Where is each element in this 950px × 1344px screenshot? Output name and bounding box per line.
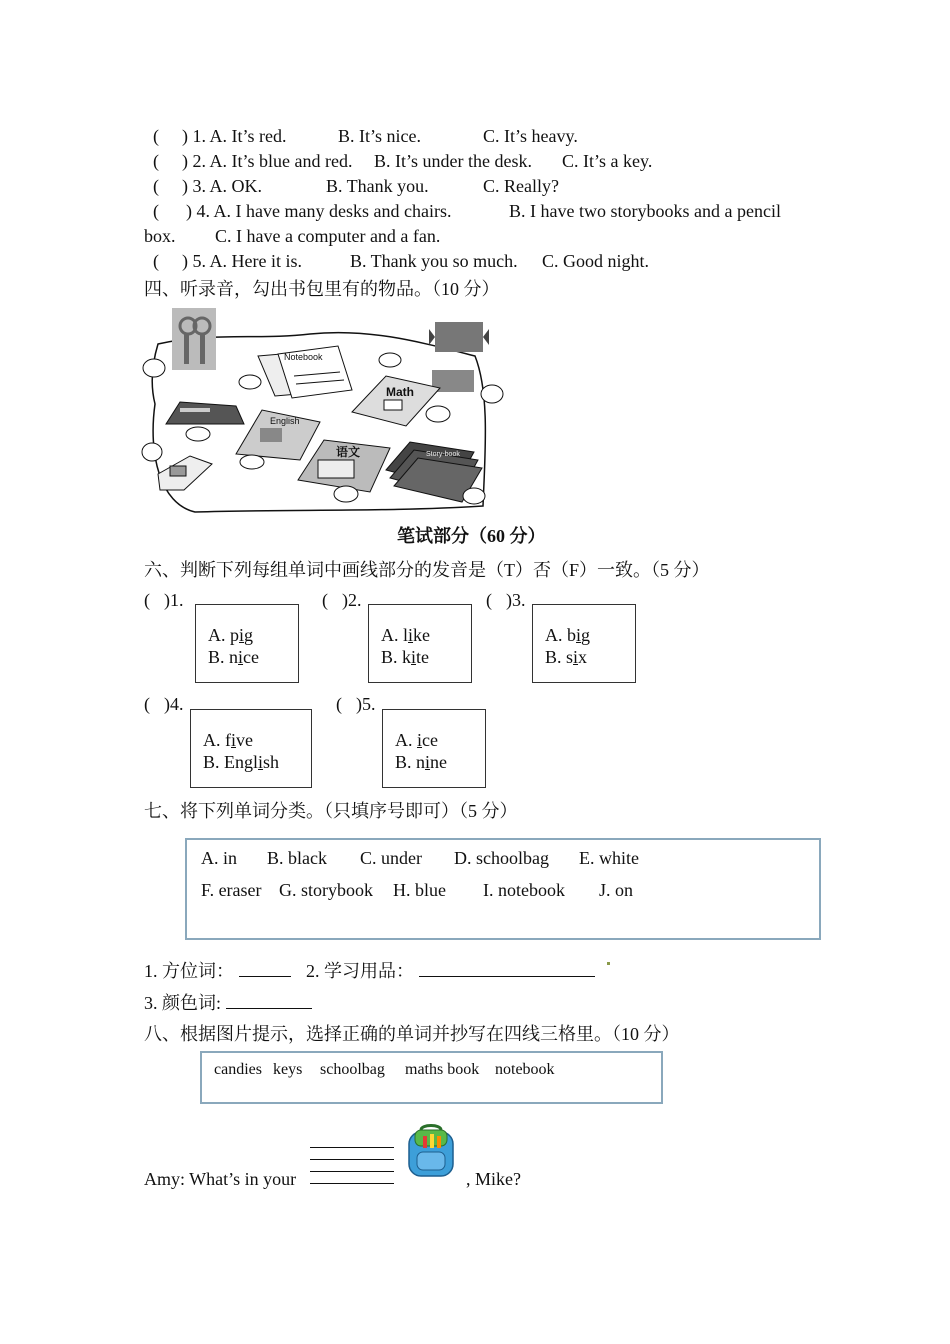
section4-title: 四、听录音，勾出书包里有的物品。（10 分） (144, 279, 500, 299)
q1-option-b: B. It’s nice. (338, 126, 421, 146)
tick-circle[interactable] (142, 443, 162, 461)
a-post: ve (236, 730, 254, 750)
q1-row (153, 126, 287, 147)
green-dot (607, 962, 610, 965)
schoolbag-items-illustration (140, 304, 510, 516)
q-num: 1. (192, 126, 206, 146)
option-a (203, 729, 253, 751)
word-h: H. blue (393, 880, 446, 900)
word-b: B. black (267, 848, 327, 868)
s6-item4-box (190, 709, 312, 788)
tick-circle[interactable] (239, 375, 261, 389)
tick-circle[interactable] (463, 488, 485, 504)
q2-row (153, 151, 352, 172)
math-book-icon (352, 376, 440, 426)
word-g: G. storybook (279, 880, 373, 900)
word-j: J. on (599, 880, 634, 900)
paren-close: ) (182, 151, 188, 171)
q2-answer-blank[interactable] (419, 975, 595, 977)
tick-circle[interactable] (334, 486, 358, 502)
a-pre: A. (395, 730, 417, 750)
q2-option-b: B. It’s under the desk. (374, 151, 532, 171)
s7-q2 (306, 957, 595, 983)
a-post: ce (422, 730, 438, 750)
schoolbag-icon (403, 1122, 459, 1180)
q4-row (153, 201, 451, 222)
s7-q1 (144, 957, 291, 983)
b-underlined: i (425, 752, 431, 772)
paren-open: ( (153, 151, 159, 171)
writing-line-1[interactable] (310, 1147, 394, 1148)
q-num: 4. (196, 201, 210, 221)
paren-open: ( (153, 176, 159, 196)
a-underlined: i (239, 625, 245, 645)
s6-item1-label: ( )1. (144, 590, 184, 610)
item-number: 1. (170, 590, 184, 610)
q3-option-b: B. Thank you. (326, 176, 429, 196)
a-underlined: i (408, 625, 414, 645)
s6-item3-label: ( )3. (486, 590, 526, 610)
tick-circle[interactable] (481, 385, 503, 403)
keys-icon (172, 308, 216, 370)
bank-word-maths-book: maths book (405, 1061, 480, 1078)
notebook-label: Notebook (284, 352, 323, 362)
b-post: te (416, 647, 430, 667)
word-a: A. in (201, 848, 237, 868)
s6-item2-label: ( )2. (322, 590, 362, 610)
section8-title: 八、根据图片提示，选择正确的单词并抄写在四线三格里。（10 分） (144, 1024, 680, 1044)
q4-option-c: C. I have a computer and a fan. (215, 226, 441, 246)
q1-option-c: C. It’s heavy. (483, 126, 578, 146)
option-b (381, 646, 429, 668)
option-a (545, 624, 590, 646)
q-num: 2. (192, 151, 206, 171)
b-pre: B. Engl (203, 752, 259, 772)
paren-open: ( (153, 251, 159, 271)
bank-word-candies: candies (214, 1061, 262, 1078)
b-underlined: i (258, 752, 264, 772)
section7-title: 七、将下列单词分类。（只填序号即可）（5 分） (144, 801, 518, 821)
b-pre: B. n (208, 647, 239, 667)
option-a: A. I have many desks and chairs. (213, 201, 452, 221)
item-number: 4. (170, 694, 184, 714)
writing-line-3[interactable] (310, 1171, 394, 1172)
a-pre: A. b (545, 625, 576, 645)
item-number: 2. (348, 590, 362, 610)
option-b (208, 646, 259, 668)
option-a (208, 624, 253, 646)
paren-close: ) (186, 201, 192, 221)
paren-open: ( (153, 126, 159, 146)
english-book-icon (236, 410, 320, 460)
writing-line-2[interactable] (310, 1159, 394, 1160)
chinese-label: 语文 (336, 445, 361, 459)
q5-option-c: C. Good night. (542, 251, 650, 271)
b-underlined: i (573, 647, 579, 667)
b-pre: B. n (395, 752, 426, 772)
writing-line-4[interactable] (310, 1183, 394, 1184)
q2-option-c: C. It’s a key. (562, 151, 653, 171)
option-b (203, 751, 279, 773)
q1-answer-blank[interactable] (239, 975, 291, 977)
option-a: A. It’s blue and red. (209, 151, 353, 171)
tick-circle[interactable] (143, 359, 165, 377)
sentence-suffix: , Mike? (466, 1169, 521, 1189)
storybook-label: Story-book (426, 451, 460, 458)
word-e: E. white (579, 848, 639, 868)
q-num: 5. (192, 251, 206, 271)
s6-item1-box (195, 604, 299, 683)
a-pre: A. l (381, 625, 408, 645)
a-post: g (581, 625, 591, 645)
notebook-icon (258, 346, 352, 398)
paren-close: ) (182, 126, 188, 146)
b-post: ce (243, 647, 260, 667)
chinese-book-icon (298, 440, 390, 492)
paren-open: ( (153, 201, 159, 221)
bank-word-keys: keys (273, 1061, 303, 1078)
q5-row (153, 251, 302, 272)
b-post: ne (430, 752, 448, 772)
bank-word-schoolbag: schoolbag (320, 1061, 385, 1078)
paren-close: ) (182, 251, 188, 271)
s6-item5-label: ( )5. (336, 694, 376, 714)
option-b (545, 646, 587, 668)
b-pre: B. s (545, 647, 574, 667)
a-underlined: i (576, 625, 582, 645)
q3-answer-blank[interactable] (226, 1007, 312, 1009)
option-a (381, 624, 430, 646)
q4-option-b-cont: box. (144, 226, 176, 246)
math-label: Math (386, 385, 414, 399)
a-post: ke (413, 625, 431, 645)
word-f: F. eraser (201, 880, 262, 900)
word-c: C. under (360, 848, 422, 868)
q1-label: 1. 方位词： (144, 961, 234, 981)
tick-circle[interactable] (379, 353, 401, 367)
s7-q3 (144, 989, 312, 1015)
section6-title: 六、判断下列每组单词中画线部分的发音是（T）否（F）一致。（5 分） (144, 560, 710, 580)
a-underlined: i (231, 730, 237, 750)
option-a: A. Here it is. (209, 251, 302, 271)
q-num: 3. (192, 176, 206, 196)
a-underlined: i (417, 730, 423, 750)
a-post: g (244, 625, 254, 645)
b-pre: B. k (381, 647, 412, 667)
b-underlined: i (411, 647, 417, 667)
option-b (395, 751, 447, 773)
option-a (395, 729, 438, 751)
s6-item4-label: ( )4. (144, 694, 184, 714)
sentence-prefix: Amy: What’s in your (144, 1169, 297, 1189)
b-underlined: i (238, 647, 244, 667)
b-post: sh (263, 752, 280, 772)
word-bank-2-box (200, 1051, 663, 1104)
q3-option-c: C. Really? (483, 176, 559, 196)
b-post: x (578, 647, 588, 667)
a-pre: A. p (208, 625, 239, 645)
q3-row (153, 176, 262, 197)
pencil-box-icon (166, 402, 244, 424)
option-a: A. OK. (209, 176, 263, 196)
word-i: I. notebook (483, 880, 565, 900)
item-number: 5. (362, 694, 376, 714)
tick-circle[interactable] (186, 427, 210, 441)
q3-label: 3. 颜色词: (144, 993, 226, 1013)
paren-close: ) (182, 176, 188, 196)
s6-item5-box (382, 709, 486, 788)
word-d: D. schoolbag (454, 848, 549, 868)
tick-circle[interactable] (426, 406, 450, 422)
written-part-title: 笔试部分（60 分） (397, 526, 546, 546)
q5-option-b: B. Thank you so much. (350, 251, 518, 271)
s6-item3-box (532, 604, 636, 683)
item-number: 3. (512, 590, 526, 610)
q2-label: 2. 学习用品： (306, 961, 414, 981)
word-bank-box (185, 838, 821, 940)
bank-word-notebook: notebook (495, 1061, 555, 1078)
tick-circle[interactable] (240, 455, 264, 469)
q4-option-b: B. I have two storybooks and a pencil (509, 201, 781, 221)
option-a: A. It’s red. (209, 126, 287, 146)
candies-icon (429, 322, 489, 392)
english-label: English (270, 416, 300, 426)
s6-item2-box (368, 604, 472, 683)
a-pre: A. f (203, 730, 231, 750)
sharpener-icon (158, 456, 212, 490)
